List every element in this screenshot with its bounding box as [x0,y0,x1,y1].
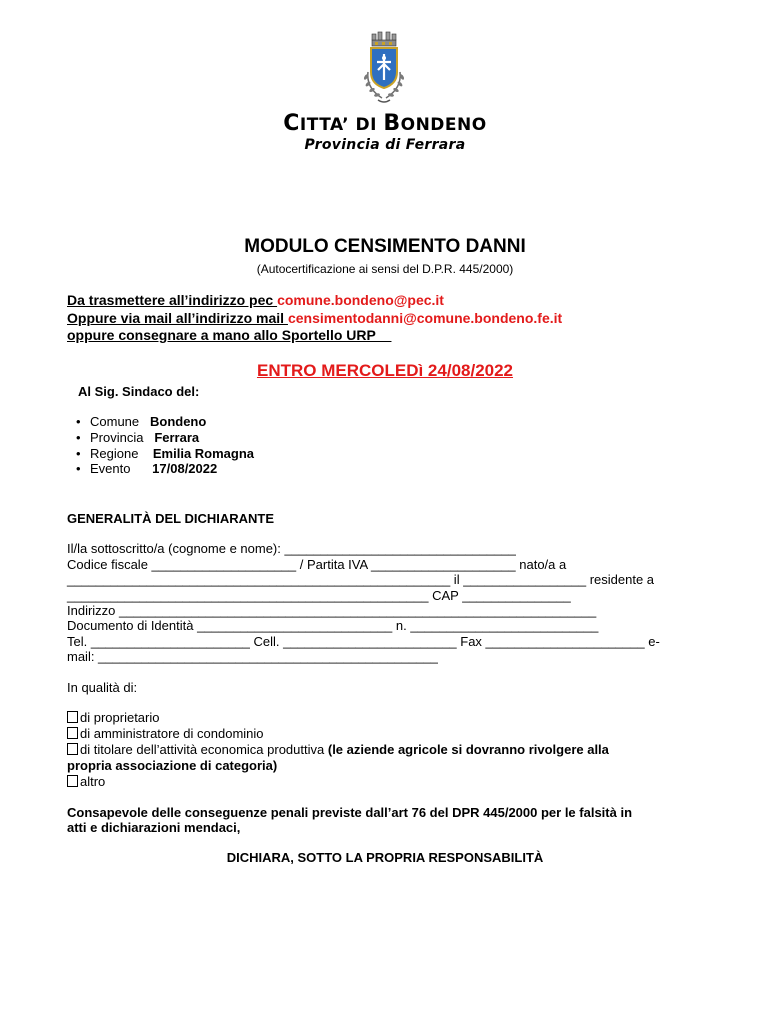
city-name-initial: C [283,111,300,136]
mail-instruction [67,310,562,326]
item-value: 17/08/2022 [152,461,218,476]
quality-heading: In qualità di: [67,680,138,695]
item-value: Emilia Romagna [152,446,255,461]
form-line[interactable]: _____________________________________________________ il _________________ residente a [67,572,655,587]
deadline: ENTRO MERCOLEDì 24/08/2022 [256,361,514,380]
province-name: Provincia di Ferrara [304,137,466,153]
checkbox[interactable] [67,727,78,739]
option-label: di amministratore di condominio [80,726,264,741]
form-line[interactable]: Tel. ______________________ Cell. ________________________ Fax ______________________ e- [67,634,660,649]
city-name-initial: B [383,111,401,136]
form-line[interactable]: Indirizzo __________________________________________________________________ [67,603,597,618]
city-name [0,111,770,136]
form-line[interactable]: Codice fiscale ____________________ / Partita IVA ____________________ nato/a a [67,557,567,572]
checkbox[interactable] [67,743,78,755]
form-line[interactable]: mail: _______________________________________________ [67,649,438,664]
checkbox[interactable] [67,711,78,723]
form-line[interactable]: Documento di Identità ___________________________ n. __________________________ [67,618,599,633]
city-name-part: ONDENO [400,115,487,135]
item-value: Ferrara [154,430,200,445]
item-label: Comune [90,414,140,429]
option-label: altro [80,774,106,789]
addressee-heading: Al Sig. Sindaco del: [78,384,200,399]
pec-email-link[interactable]: comune.bondeno@pec.it [277,292,444,308]
list-item: • Evento 17/08/2022 [76,461,218,476]
list-item: • Comune Bondeno [76,414,207,429]
option-owner[interactable] [67,710,160,725]
item-label: Evento [90,461,131,476]
option-business-owner[interactable] [67,742,609,757]
pec-label: Da trasmettere all’indirizzo pec [67,292,278,308]
item-value: Bondeno [149,414,207,429]
hand-label: oppure consegnare a mano allo Sportello URP__ [67,327,392,343]
pec-instruction [67,292,444,308]
consequences-line: atti e dichiarazioni mendaci, [67,820,241,835]
city-name-part: ITTA’ DI [299,115,384,135]
option-administrator[interactable] [67,726,264,741]
form-line[interactable]: __________________________________________________ CAP _______________ [67,588,571,603]
item-label: Regione [90,446,139,461]
city-crest-logo [356,30,412,108]
option-note-line [67,758,277,773]
form-line[interactable]: Il/la sottoscritto/a (cognome e nome): ________________________________ [67,541,516,556]
item-label: Provincia [90,430,144,445]
option-label: di titolare dell’attività economica produttiva [80,742,328,757]
option-label: di proprietario [80,710,160,725]
declaration-heading: DICHIARA, SOTTO LA PROPRIA RESPONSABILITÀ [226,850,544,865]
declarant-heading: GENERALITÀ DEL DICHIARANTE [67,511,275,526]
option-note: (le aziende agricole si dovranno rivolgere alla [327,742,609,757]
option-note: propria associazione di categoria) [67,758,278,773]
form-subtitle: (Autocertificazione ai sensi del D.P.R. 445/2000) [256,262,514,276]
option-other[interactable] [67,774,105,789]
form-title: MODULO CENSIMENTO DANNI [244,236,526,257]
list-item: • Regione Emilia Romagna [76,446,255,461]
checkbox[interactable] [67,775,78,787]
mail-email-link[interactable]: censimentodanni@comune.bondeno.fe.it [287,310,563,326]
hand-instruction [67,327,391,343]
mail-label: Oppure via mail all’indirizzo mail [67,310,288,326]
consequences-line: Consapevole delle conseguenze penali previste dall’art 76 del DPR 445/2000 per le falsità in [67,805,633,820]
list-item: • Provincia Ferrara [76,430,200,445]
crown-icon [372,32,396,46]
